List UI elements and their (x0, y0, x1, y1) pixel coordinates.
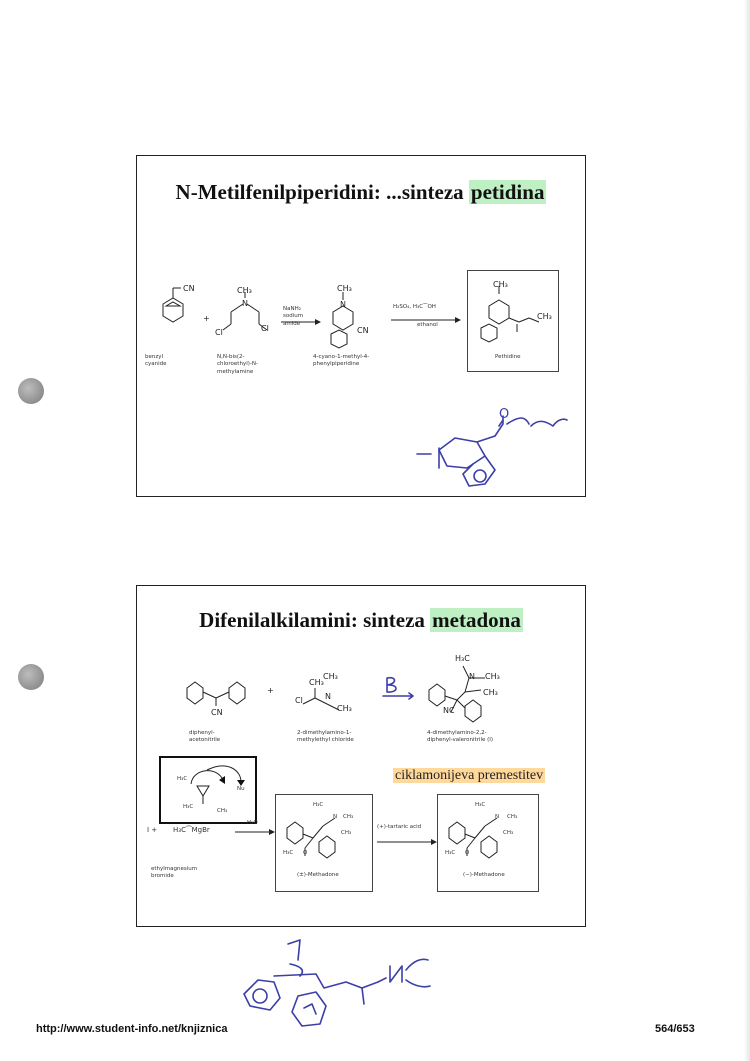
label-racemic-methadone: (±)-Methadone (297, 872, 339, 878)
atom-ch3-12: CH₃ (341, 830, 352, 836)
punch-hole-bottom (18, 664, 44, 690)
atom-cn-2: CN (357, 326, 369, 335)
slide-methadone (136, 585, 586, 927)
atom-ch3-8: CH₃ (485, 672, 500, 681)
atom-h3c-1: H₃C (455, 654, 470, 663)
plus-sign-2: + (267, 686, 274, 695)
atom-cn-1: CN (183, 284, 195, 293)
atom-h3c-6: H₃C (475, 802, 486, 808)
handwritten-oxygen (497, 406, 517, 426)
label-pethidine: Pethidine (495, 354, 521, 360)
atom-ch3-2: CH₃ (337, 284, 352, 293)
label-bis-chloroethyl-amine: N,N-bis(2-chloroethyl)-N-methylamine (217, 354, 258, 375)
atom-h3c-7: H₃C (445, 850, 456, 856)
cyano-piperidine-structure (323, 286, 373, 348)
punch-hole-top (18, 378, 44, 404)
racemic-methadone-structure (283, 802, 367, 872)
atom-n-4: N (469, 672, 475, 681)
slide-title-methadone (137, 608, 585, 633)
title-highlight: metadona (432, 608, 521, 632)
label-cyano-piperidine: 4-cyano-1-methyl-4-phenylpiperidine (313, 354, 370, 368)
label-dimethylamino-chloride: 2-dimethylamino-1-methylethyl chloride (297, 730, 354, 744)
slide-title-pethidine (137, 180, 585, 205)
annotation-ciklamonijeva (393, 768, 545, 784)
title-plain: N-Metilfenilpiperidini: ...sinteza (175, 180, 469, 204)
atom-ch3-4: CH₃ (537, 312, 552, 321)
atom-nc-1: NC (443, 706, 455, 715)
reagent-water: H₂O (247, 820, 258, 826)
plus-sign-1: + (203, 314, 210, 323)
title-plain: Difenilalkilamini: sinteza (199, 608, 431, 632)
atom-ch3-10: CH₃ (217, 808, 228, 814)
label-ethylmagnesium: ethylmagnesium bromide (151, 866, 198, 880)
valeronitrile-structure (425, 656, 525, 736)
atom-ch3-5: CH₃ (309, 678, 324, 687)
atom-nu: Nu (237, 786, 245, 792)
atom-cl-3: Cl (295, 696, 303, 705)
atom-n-2: N (340, 300, 346, 309)
handwritten-methadone-sketch (230, 930, 450, 1040)
atom-ch3-7: CH₃ (337, 704, 352, 713)
label-diphenylacetonitrile: diphenyl-acetonitrile (189, 730, 221, 744)
label-benzyl-cyanide: benzyl cyanide (145, 354, 167, 368)
atom-ch3-3: CH₃ (493, 280, 508, 289)
atom-h3c-3: H₃C (183, 804, 194, 810)
levo-methadone-structure (445, 802, 529, 872)
footer-page-number: 564/653 (655, 1023, 695, 1035)
reagent-start: I + (147, 826, 158, 834)
reagent-acid-ethanol: H₂SO₄, H₃C⁀OH (393, 304, 436, 310)
reagent-sodium-amide: NaNH₂ sodium amide (283, 306, 304, 327)
page-edge-shadow (744, 0, 750, 1061)
footer-url[interactable]: http://www.student-info.net/knjiznica (36, 1023, 228, 1035)
atom-cn-3: CN (211, 708, 223, 717)
atom-ch3-1: CH₃ (237, 286, 252, 295)
atom-ch3-6: CH₃ (323, 672, 338, 681)
atom-n-1: N (242, 299, 248, 308)
reagent-ethanol: ethanol (417, 322, 438, 328)
atom-ch3-11: CH₃ (343, 814, 354, 820)
atom-n-6: N (495, 814, 500, 820)
svg-text:O: O (499, 407, 510, 422)
atom-cl-1: Cl (215, 328, 223, 337)
reaction-arrow-3 (235, 828, 275, 838)
reagent-grignard: H₃C⁀MgBr (173, 826, 210, 834)
atom-h3c-5: H₃C (283, 850, 294, 856)
annotation-text: ciklamonijeva premestitev (395, 768, 544, 783)
handwritten-b-arrow (383, 674, 417, 700)
atom-h3c-4: H₃C (313, 802, 324, 808)
atom-cl-2: Cl (261, 324, 269, 333)
atom-n-5: N (333, 814, 338, 820)
atom-h3c-2: H₃C (177, 776, 188, 782)
atom-ch3-9: CH₃ (483, 688, 498, 697)
label-valeronitrile: 4-dimethylamino-2,2-diphenyl-valeronitrile (I) (427, 730, 494, 744)
atom-ch3-14: CH₃ (503, 830, 514, 836)
atom-o-2: O (465, 850, 470, 856)
atom-ch3-13: CH₃ (507, 814, 518, 820)
reagent-tartaric-acid: (+)-tartaric acid (377, 824, 422, 830)
slide-pethidine (136, 155, 586, 497)
title-highlight: petidina (470, 180, 545, 204)
reaction-arrow-4 (377, 838, 437, 848)
atom-o-1: O (303, 850, 308, 856)
handwritten-pethidine-sketch (407, 396, 577, 496)
atom-n-3: N (325, 692, 331, 701)
label-levo-methadone: (−)-Methadone (463, 872, 505, 878)
